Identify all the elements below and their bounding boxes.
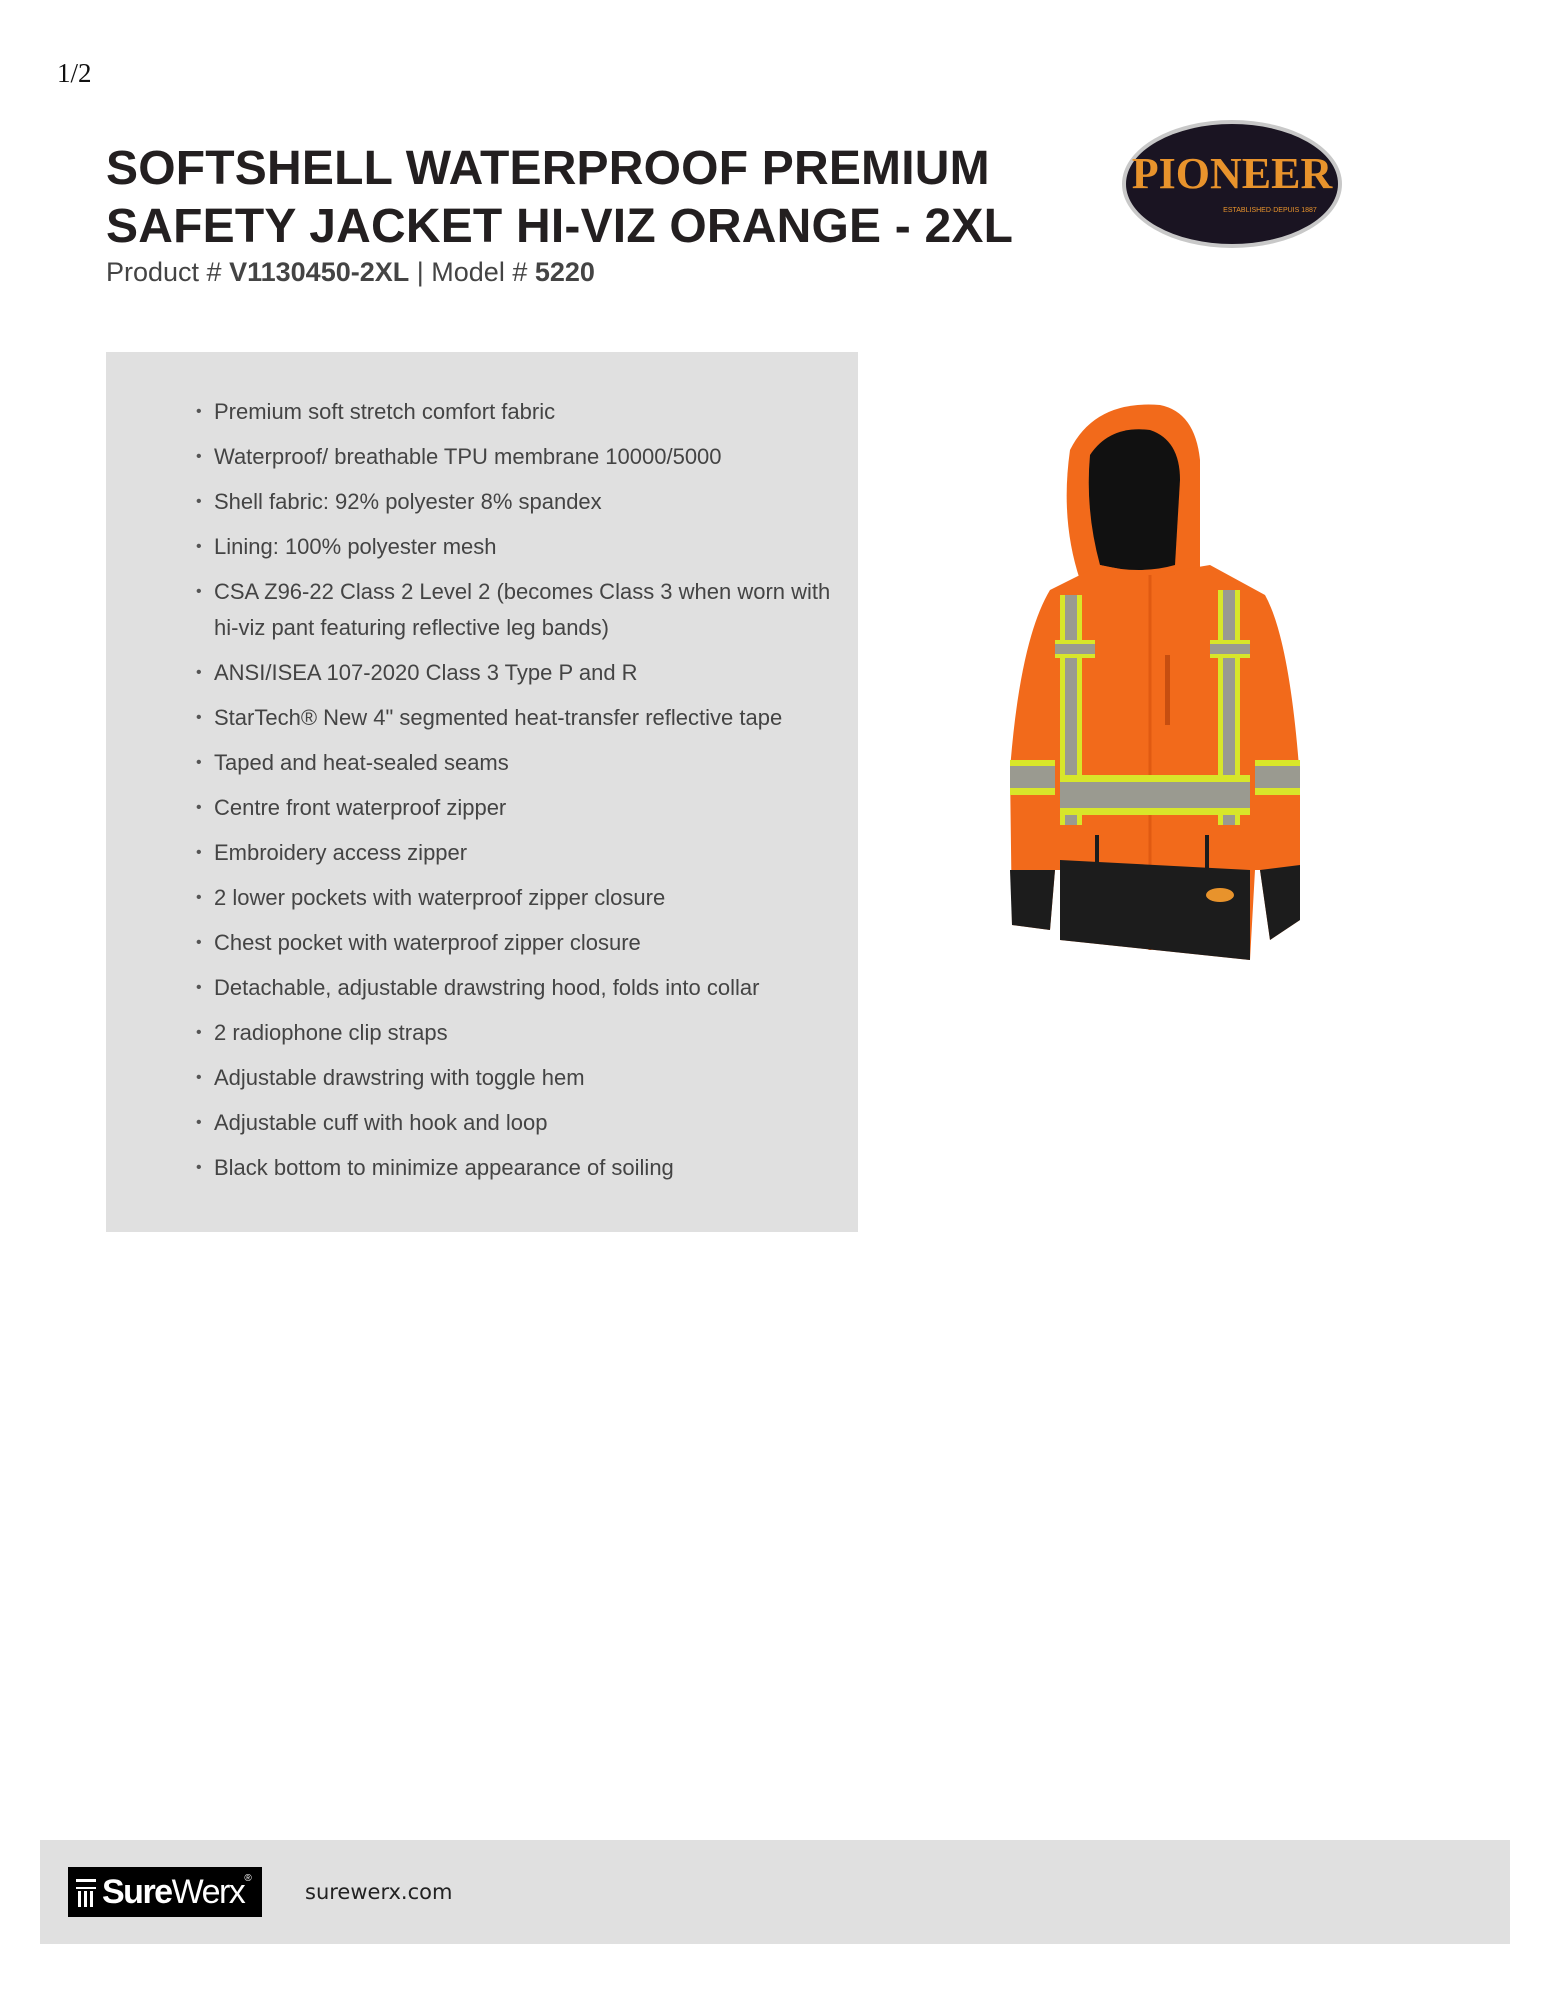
feature-item: • Adjustable drawstring with toggle hem [196,1060,842,1096]
model-number: 5220 [534,257,595,287]
feature-item: • Waterproof/ breathable TPU membrane 10000/5000 [196,439,842,475]
feature-item: • CSA Z96-22 Class 2 Level 2 (becomes Class 3 when worn with hi-viz pant featuring reflective leg bands) [196,574,842,646]
footer-band [40,1840,1510,1944]
feature-item: • Lining: 100% polyester mesh [196,529,842,565]
surewerx-logo [68,1867,262,1917]
feature-item: • Detachable, adjustable drawstring hood, folds into collar [196,970,842,1006]
product-model-line [106,257,595,288]
surewerx-wordmark: SureWerx® [102,1873,251,1911]
page-number: 1/2 [57,58,92,88]
pioneer-logo-text: PIONEER [1131,149,1333,198]
feature-item: • Black bottom to minimize appearance of soiling [196,1150,842,1186]
feature-item: • ANSI/ISEA 107-2020 Class 3 Type P and R [196,655,842,691]
feature-item: • 2 radiophone clip straps [196,1015,842,1051]
pioneer-logo-tagline: ESTABLISHED·DEPUIS 1887 [1223,207,1317,214]
feature-item: • Chest pocket with waterproof zipper closure [196,925,842,961]
product-number: V1130450-2XL [229,257,410,287]
page-title: SOFTSHELL WATERPROOF PREMIUM SAFETY JACKET HI-VIZ ORANGE - 2XL [106,142,1014,253]
feature-item: • Centre front waterproof zipper [196,790,842,826]
feature-item: • Embroidery access zipper [196,835,842,871]
feature-item: • StarTech® New 4" segmented heat-transfer reflective tape [196,700,842,736]
feature-item: • Premium soft stretch comfort fabric [196,394,842,430]
features-panel [106,352,858,1232]
feature-item: • Adjustable cuff with hook and loop [196,1105,842,1141]
feature-item: • Shell fabric: 92% polyester 8% spandex [196,484,842,520]
feature-item: • Taped and heat-sealed seams [196,745,842,781]
hi-viz-jacket-image [1000,400,1330,980]
surewerx-mark-icon [74,1875,98,1909]
separator: | [416,257,424,287]
product-label: Product # [106,257,222,287]
pioneer-logo [1120,118,1344,251]
feature-item: • 2 lower pockets with waterproof zipper closure [196,880,842,916]
footer-url-link[interactable]: surewerx.com [305,1880,453,1904]
features-list [106,352,858,1186]
model-label: Model # [431,257,528,287]
